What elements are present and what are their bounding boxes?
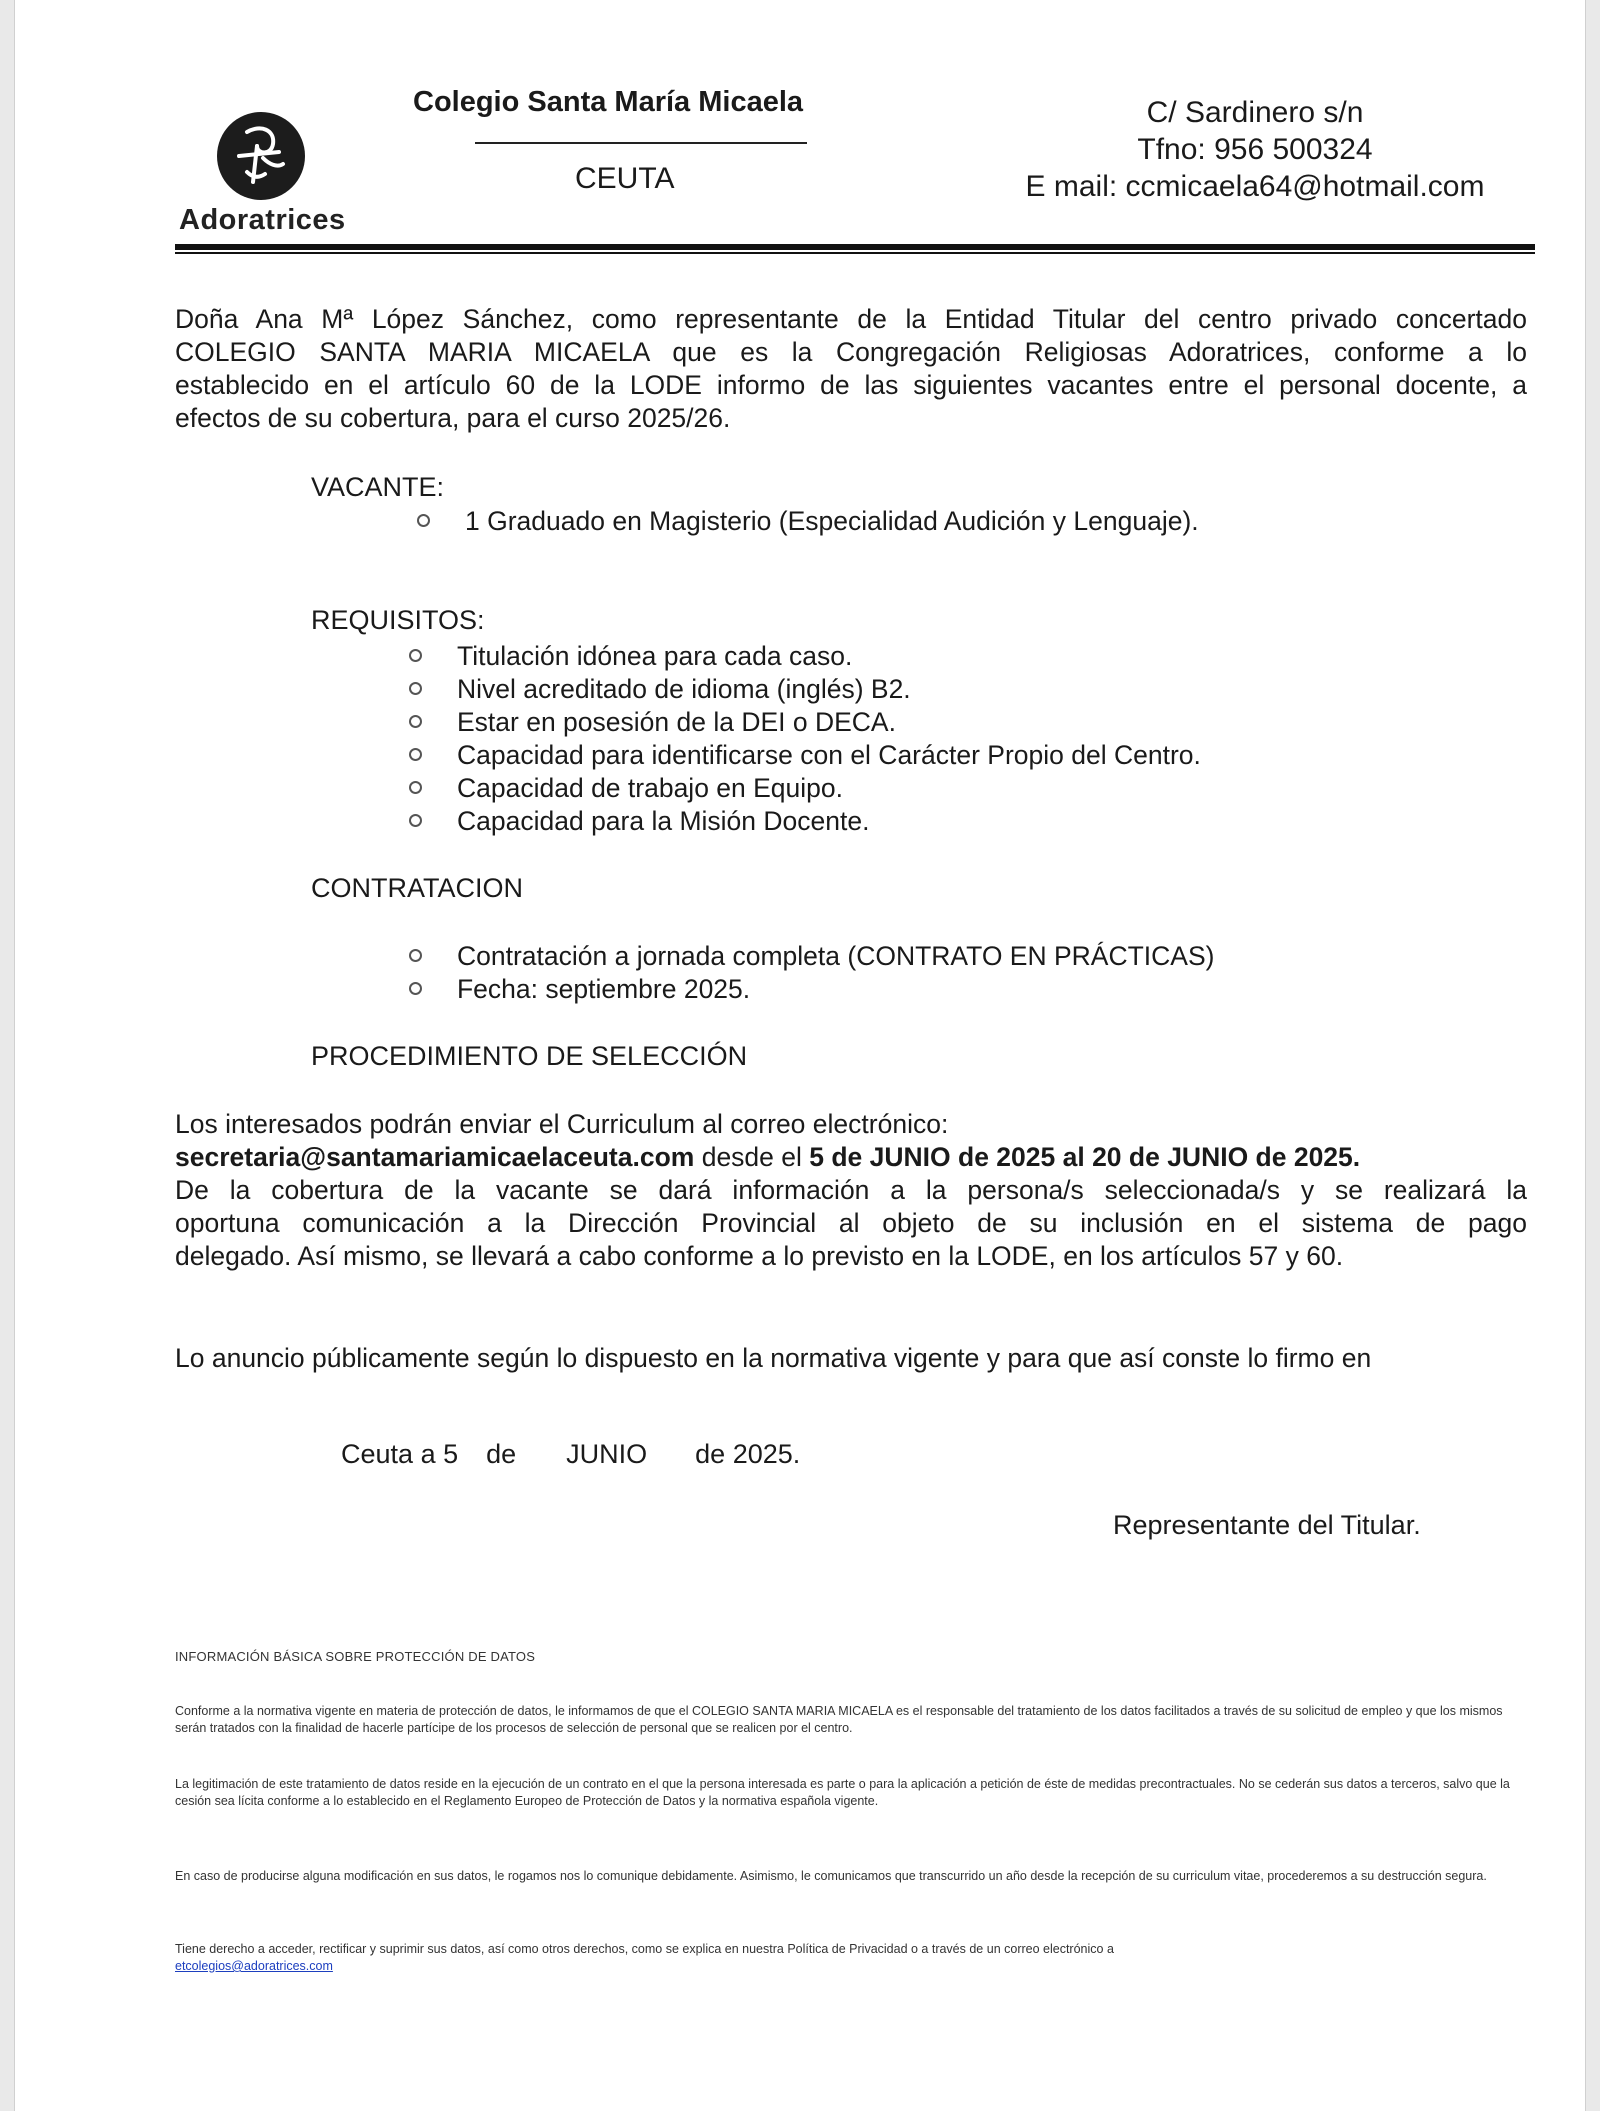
requisito-item: Estar en posesión de la DEI o DECA. bbox=[457, 707, 896, 737]
contratacion-item: Fecha: septiembre 2025. bbox=[457, 974, 751, 1004]
date-de: de bbox=[486, 1439, 517, 1469]
phone: Tfno: 956 500324 bbox=[1137, 133, 1373, 166]
date-year: de 2025. bbox=[695, 1439, 801, 1469]
contratacion-title: CONTRATACION bbox=[311, 873, 523, 903]
procedimiento-title: PROCEDIMIENTO DE SELECCIÓN bbox=[311, 1041, 748, 1071]
intro-line: Doña Ana Mª López Sánchez, como representante de la Entidad Titular del centro privado concertado bbox=[175, 304, 1527, 334]
list-item bbox=[409, 940, 1214, 973]
requisitos-list bbox=[409, 640, 1201, 838]
vacante-item: 1 Graduado en Magisterio (Especialidad Audición y Lenguaje). bbox=[465, 506, 1199, 536]
procedimiento-line: Los interesados podrán enviar el Curriculum al correo electrónico: bbox=[175, 1109, 949, 1139]
signing-date bbox=[311, 1408, 800, 1501]
list-item bbox=[409, 706, 1201, 739]
requisito-item: Capacidad para la Misión Docente. bbox=[457, 806, 870, 836]
header-rule-thin bbox=[175, 252, 1535, 254]
privacy-email-link[interactable]: etcolegios@adoratrices.com bbox=[175, 1959, 333, 1973]
circle-bullet-icon bbox=[417, 514, 430, 527]
vacante-list bbox=[417, 505, 1199, 538]
procedimiento-line: oportuna comunicación a la Dirección Provincial al objeto de su inclusión en el sistema de pago bbox=[175, 1208, 1527, 1238]
data-protection-p3: En caso de producirse alguna modificación en sus datos, le rogamos nos lo comunique debidamente. Asimismo, le comunicamos que transcurrido un año desde la recepción de su curriculum vitae, procederemos a su destrucción segura. bbox=[175, 1869, 1487, 1883]
requisito-item: Capacidad de trabajo en Equipo. bbox=[457, 773, 844, 803]
requisito-item: Titulación idónea para cada caso. bbox=[457, 641, 853, 671]
circle-bullet-icon bbox=[409, 982, 422, 995]
adoratrices-logo-icon bbox=[217, 112, 305, 200]
procedimiento-line bbox=[175, 1141, 1527, 1174]
intro-line: establecido en el artículo 60 de la LODE informo de las siguientes vacantes entre el personal docente, a bbox=[175, 370, 1527, 400]
data-protection-title: INFORMACIÓN BÁSICA SOBRE PROTECCIÓN DE DATOS bbox=[175, 1649, 536, 1664]
contact-block bbox=[915, 94, 1595, 205]
circle-bullet-icon bbox=[409, 949, 422, 962]
procedimiento-line: De la cobertura de la vacante se dará información a la persona/s seleccionada/s y se realizará la bbox=[175, 1175, 1527, 1205]
date-month: JUNIO bbox=[566, 1439, 648, 1469]
requisito-item: Nivel acreditado de idioma (inglés) B2. bbox=[457, 674, 911, 704]
list-item bbox=[409, 772, 1201, 805]
signature-label: Representante del Titular. bbox=[1113, 1510, 1421, 1540]
list-item bbox=[417, 505, 1199, 538]
data-protection-p4 bbox=[175, 1941, 1525, 1975]
header-divider bbox=[475, 142, 807, 144]
email: E mail: ccmicaela64@hotmail.com bbox=[1025, 170, 1485, 203]
list-item bbox=[409, 973, 1214, 1006]
list-item bbox=[409, 673, 1201, 706]
anuncio-line: Lo anuncio públicamente según lo dispuesto en la normativa vigente y para que así conste lo firmo en bbox=[175, 1343, 1372, 1373]
list-item bbox=[409, 640, 1201, 673]
intro-line: COLEGIO SANTA MARIA MICAELA que es la Congregación Religiosas Adoratrices, conforme a lo bbox=[175, 337, 1527, 367]
circle-bullet-icon bbox=[409, 781, 422, 794]
address: C/ Sardinero s/n bbox=[1146, 96, 1364, 129]
circle-bullet-icon bbox=[409, 715, 422, 728]
data-protection-p4-text: Tiene derecho a acceder, rectificar y suprimir sus datos, así como otros derechos, como se explica en nuestra Política de Privacidad o a través de un correo electrónico a bbox=[175, 1942, 1114, 1956]
contact-email[interactable]: secretaria@santamariamicaelaceuta.com bbox=[175, 1142, 695, 1172]
logo-text: Adoratrices bbox=[179, 204, 346, 236]
intro-line: efectos de su cobertura, para el curso 2025/26. bbox=[175, 403, 731, 433]
circle-bullet-icon bbox=[409, 748, 422, 761]
data-protection-p1: Conforme a la normativa vigente en materia de protección de datos, le informamos de que el COLEGIO SANTA MARIA MICAELA es el responsable del tratamiento de los datos facilitados a través de su solicitud de empleo y que los mismos serán tratados con la finalidad de hacerle partícipe de los procesos de selección de personal que se realicen por el centro. bbox=[175, 1704, 1503, 1735]
circle-bullet-icon bbox=[409, 814, 422, 827]
desde-text: desde el bbox=[694, 1142, 810, 1172]
vacante-title: VACANTE: bbox=[311, 472, 445, 502]
city: CEUTA bbox=[575, 162, 675, 195]
procedimiento-paragraph bbox=[175, 1108, 1527, 1273]
intro-paragraph bbox=[175, 303, 1527, 435]
requisito-item: Capacidad para identificarse con el Carácter Propio del Centro. bbox=[457, 740, 1201, 770]
contratacion-list bbox=[409, 940, 1214, 1006]
school-name: Colegio Santa María Micaela bbox=[413, 86, 804, 118]
contratacion-item: Contratación a jornada completa (CONTRATO EN PRÁCTICAS) bbox=[457, 941, 1215, 971]
header-rule bbox=[175, 244, 1535, 250]
procedimiento-line: delegado. Así mismo, se llevará a cabo conforme a lo previsto en la LODE, en los artículos 57 y 60. bbox=[175, 1241, 1344, 1271]
list-item bbox=[409, 805, 1201, 838]
requisitos-title: REQUISITOS: bbox=[311, 605, 485, 635]
circle-bullet-icon bbox=[409, 649, 422, 662]
date-place: Ceuta a 5 bbox=[341, 1439, 459, 1469]
document-page bbox=[14, 0, 1586, 2111]
circle-bullet-icon bbox=[409, 682, 422, 695]
list-item bbox=[409, 739, 1201, 772]
application-dates: 5 de JUNIO de 2025 al 20 de JUNIO de 2025. bbox=[809, 1142, 1361, 1172]
data-protection-p2: La legitimación de este tratamiento de datos reside en la ejecución de un contrato en el que la persona interesada es parte o para la aplicación a petición de éste de medidas precontractuales. No se cederán sus datos a terceros, salvo que la cesión sea lícita conforme a lo establecido en el Reglamento Europeo de Protección de Datos y la normativa española vigente. bbox=[175, 1777, 1510, 1808]
anuncio-paragraph bbox=[175, 1342, 1527, 1375]
